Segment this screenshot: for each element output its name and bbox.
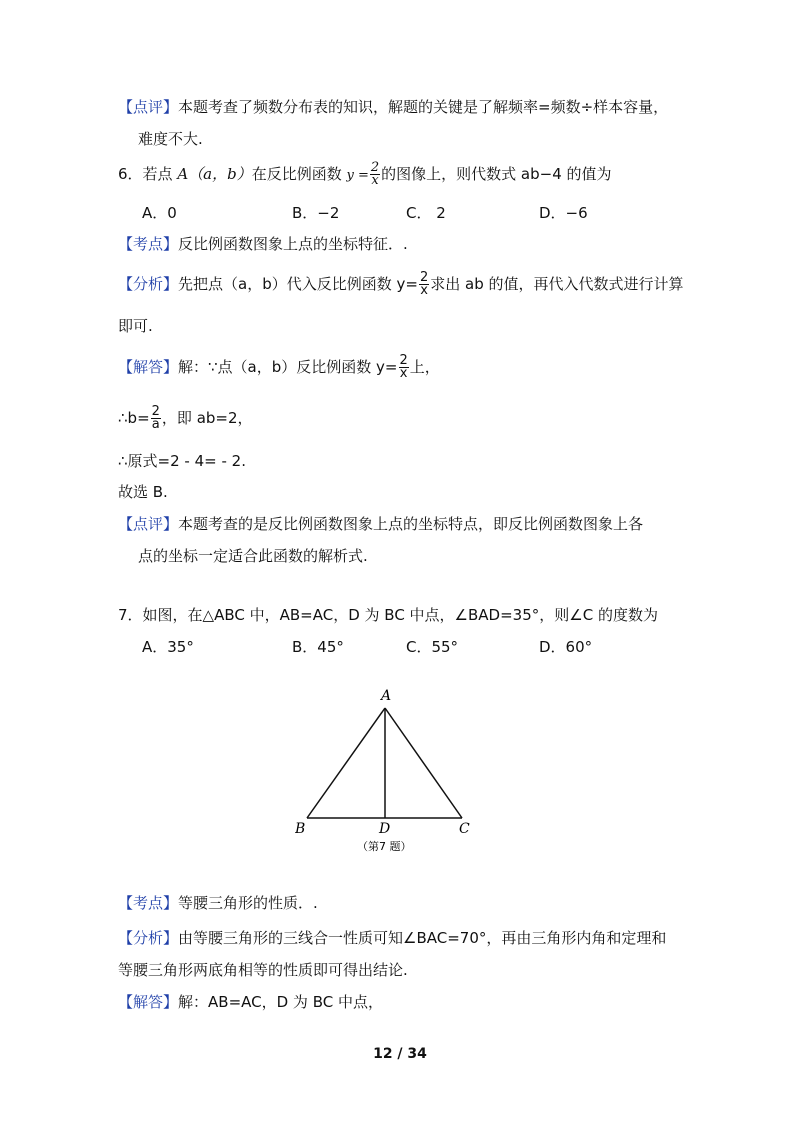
question-7: 7．如图，在△ABC 中，AB=AC，D 为 BC 中点，∠BAD=35°，则∠C 的度数为 <box>118 606 658 624</box>
q6-frac-den: x <box>371 173 379 188</box>
q7-fenxi-text-1: 由等腰三角形的三线合一性质可知∠BAC=70°，再由三角形内角和定理和 <box>178 929 667 947</box>
q7-kaodian-text: 等腰三角形的性质．. <box>178 894 318 912</box>
comment-tag: 【点评】 <box>118 98 179 116</box>
q6-kaodian-tag: 【考点】 <box>118 235 179 253</box>
q6-step1-num: 2 <box>151 404 160 419</box>
q7-option-c: C．55° <box>406 638 459 656</box>
q7-fenxi-tag: 【分析】 <box>118 929 179 947</box>
page-number: 12 / 34 <box>373 1046 427 1062</box>
q6-prefix: 6．若点 <box>118 165 178 183</box>
q7-kaodian-tag: 【考点】 <box>118 894 179 912</box>
q6-fenxi-post: 求出 ab 的值，再代入代数式进行计算 <box>430 275 684 293</box>
q6-jieda-fraction <box>399 355 409 380</box>
q6-jieda-num: 2 <box>399 353 408 368</box>
q6-step1-fraction <box>151 406 161 431</box>
q7-option-a: A．35° <box>142 638 194 656</box>
q6-mid: 在反比例函数 <box>251 165 342 183</box>
q6-step1-pre: ∴b= <box>118 409 150 427</box>
q6-fenxi-pre: 先把点（a，b）代入反比例函数 y= <box>178 275 418 293</box>
q7-fenxi-line-2: 等腰三角形两底角相等的性质即可得出结论. <box>118 961 408 979</box>
q6-step1-den: a <box>151 417 160 432</box>
q6-fenxi-den: x <box>420 283 428 298</box>
q6-point: A（a，b） <box>177 165 252 183</box>
q6-step-2: ∴原式=2 ‐ 4= ‐ 2. <box>118 452 246 470</box>
label-b: B <box>295 821 306 837</box>
q6-frac-num: 2 <box>370 160 380 175</box>
side-ab <box>307 708 385 818</box>
q7-fenxi <box>118 928 666 948</box>
q6-step1-post: ，即 ab=2， <box>161 409 253 427</box>
q6-fenxi-fraction <box>419 272 429 297</box>
q7-option-d: D．60° <box>539 638 593 656</box>
q6-fenxi <box>118 272 684 302</box>
q6-fenxi-tag: 【分析】 <box>118 275 179 293</box>
q6-fenxi-num: 2 <box>419 270 429 285</box>
comment-line-1 <box>118 97 668 117</box>
comment-line-2: 难度不大. <box>138 130 203 148</box>
q7-option-b: B．45° <box>292 638 344 656</box>
q6-option-c: C． 2 <box>406 204 446 222</box>
q6-option-a: A．0 <box>142 204 177 222</box>
q6-y-eq: y = <box>346 168 369 183</box>
label-a: A <box>381 688 392 704</box>
triangle-figure <box>295 686 485 856</box>
q6-jieda-tag: 【解答】 <box>118 358 179 376</box>
q6-jieda-den: x <box>399 366 408 381</box>
label-c: C <box>459 821 470 837</box>
q6-fenxi-line-2: 即可. <box>118 317 153 335</box>
q6-kaodian <box>118 234 408 254</box>
q7-jieda-text: 解：AB=AC，D 为 BC 中点， <box>178 993 383 1011</box>
q6-fraction <box>370 162 380 187</box>
q6-jieda <box>118 355 440 385</box>
comment-text-1: 本题考查了频数分布表的知识，解题的关键是了解频率=频数÷样本容量， <box>178 98 669 116</box>
q7-jieda-tag: 【解答】 <box>118 993 179 1011</box>
label-d: D <box>379 821 391 837</box>
q6-dianping-tag: 【点评】 <box>118 515 179 533</box>
q6-suffix: 的图像上，则代数式 ab−4 的值为 <box>381 165 612 183</box>
question-6 <box>118 162 612 188</box>
q6-choose: 故选 B. <box>118 483 168 501</box>
q7-jieda <box>118 992 383 1012</box>
q6-dianping-line-2: 点的坐标一定适合此函数的解析式. <box>138 547 368 565</box>
q6-dianping <box>118 514 643 534</box>
q7-kaodian <box>118 893 318 913</box>
figure-caption: （第7 题） <box>357 840 412 853</box>
q6-option-b: B．−2 <box>292 204 340 222</box>
q6-jieda-post: 上， <box>409 358 440 376</box>
side-ac <box>385 708 462 818</box>
q6-jieda-pre: 解：∵点（a，b）反比例函数 y= <box>178 358 398 376</box>
q6-kaodian-text: 反比例函数图象上点的坐标特征．. <box>178 235 408 253</box>
q6-step-1 <box>118 406 253 436</box>
q6-option-d: D．−6 <box>539 204 588 222</box>
q6-dianping-text-1: 本题考查的是反比例函数图象上点的坐标特点，即反比例函数图象上各 <box>178 515 644 533</box>
